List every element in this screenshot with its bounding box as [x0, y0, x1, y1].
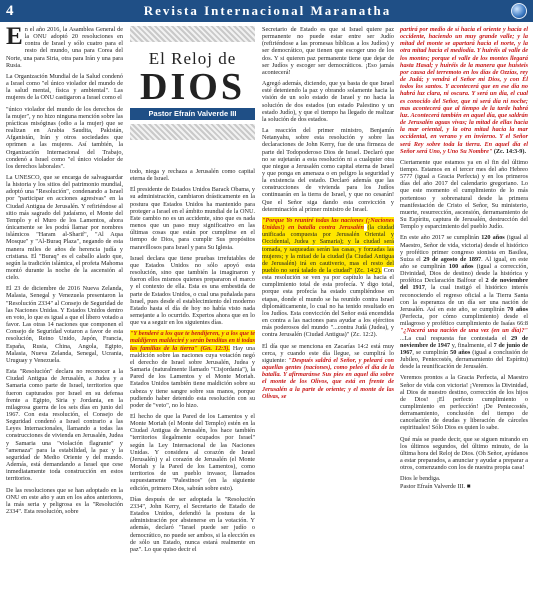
magazine-title: Revista Internacional Maranatha: [143, 3, 392, 18]
paragraph-text: (igual a corrección, Divinidad, Dios de destino) desde la histórica y profética Declaración Balfour el: [400, 263, 528, 285]
author-byline: Pastor Efraín Valverde III: [130, 108, 255, 120]
title-line-1: El Reloj de: [148, 49, 237, 68]
paragraph-text: , se cumplirán: [412, 348, 449, 356]
scripture-reference: (Zc. 14:3-9).: [493, 147, 526, 155]
article-title: [130, 44, 255, 106]
scripture-quote: "Porque Yo reuniré todas las naciones (¡Naciones Unidas!) en batalla contra Jerusalén: [262, 216, 394, 232]
paragraph: La reacción del primer ministro, Benjamín Netanyahu, sobre esta resolución y sobre las declaraciones de John Kerry, fue de una firmeza de parte del Todopoderoso Dios de Israel. Declaró que no se sujetarán a esta resolución ni a cualquier otra que niegue a Jerusalén como capital eterna de Israel y que ponga en amenaza o en peligro la seguridad y la existencia del estado. Declaró además que las construcciones de vivienda para los Judíos continuarán en la tierra de Israel, y que no cesarán! Que el Señor siga dando esta convicción y determinación al primer ministro de Israel.: [262, 127, 394, 213]
article-title-block: [130, 26, 255, 158]
paragraph: La UNESCO, que se encarga de salvaguardar la historia y los sitios del patrimonio mundial, adoptó una "Resolución", condenando a Israel por "participar en acciones agresivas" en la Ciudad Antigua de Jerusalén. Y refiriéndose al sitio más sagrado del judaísmo, el Monte del Templo y el Muro de los Lamentos, ahora únicamente se les podrá llamar por nombres islámicos "Haram al-Sharif", "Al Aqsa Mosque" y "Al-Buraq Plaza", negando de esta manera miles de años de herencia judía y cristiana. El "Buraq" es el caballo alado que, según la tradición islámica, el profeta Mahoma montó durante la noche de la ascensión al cielo.: [6, 173, 123, 282]
paragraph: Días después de ser adoptada la "Resolución 2334", John Kerry, el Secretario de Estado de Estados Unidos, defendió la postura de la administración por abstenerse en la votación. Y además, declaró "Israel puede ser judío o democrático, no puede ser ambos, si la elección es de sólo un Estado, nunca estará realmente en paz". Lo que quiso decir el: [130, 495, 255, 553]
scripture-quote: "Y benderé a los que te bendijeren, y a los que te maldijeren maldeciré y serán benditas en ti todas las familias de la tierra" (Gn. 12:3).: [130, 330, 255, 352]
drop-cap: E: [6, 23, 23, 50]
paragraph: [262, 217, 394, 339]
globe-icon: [511, 3, 527, 19]
paragraph: Ciertamente que estamos ya en el fin del último tiempo. Estamos en el tercer mes del año Hebreo 5777 (igual a Gracia Perfecta) y en los primeros días del año 2017 del calendario gregoriano. Lo que este momento el cumplimiento de lo más portentoso y sobrenatural desde la primera manifestación de Cristo el Señor, Su ministerio, muerte, resurrección, ascensión, derramamiento de Su Espíritu, captura de Jerusalén, destrucción del Templo y esparcimiento del pueblo Judío.: [400, 158, 528, 231]
paragraph: Veremos prontos a la Gracia Perfecta, al Maestro Señor de vida con victoria! ¡Veremos la Divinidad, al Dios de nuestro destino, corrección de los hijos de Dios! ¡El perfecto cumplimiento o cumplimiento en perfección! ¡De Pentecostés, derramamiento, conclusión del tiempo de cancelación de deudas y liberación de cárceles espirituales! Sólo Dios es quien lo sabe.: [400, 374, 528, 432]
page-header: [0, 0, 533, 22]
highlight-number: 100 años: [448, 263, 474, 270]
article-column-2: [130, 168, 255, 557]
paragraph: El presidente de Estados Unidos Barack Obama, y su administración, cambiaron drásticamente en la postura que Estados Unidos ha mantenido para proteger a Israel en el ámbito mundial de la ONU. Este cambio no es un accidente, sino que es nada menos que un paso muy significativo en las últimas cosas que están por cumplirse en el tiempo de Dios, para cumplir Sus propósitos maravillosos para Israel y para Su Iglesia.: [130, 186, 255, 251]
paragraph: todo, niega y rechaza a Jerusalén como capital eterna de Israel.: [130, 168, 255, 183]
end-mark: ■: [466, 482, 471, 490]
paragraph: Qué más se puede decir, que se siguen mirando en los últimos segundos, del último minuto, de la última hora del Reloj de Dios. (Oh Señor, ayúdanos a estar preparados, a anunciar y ayudar a preparar a otros, comenzando con los de nuestra propia casa!: [400, 435, 528, 472]
highlight-date: 2 de noviembre del 1917: [400, 277, 528, 292]
scripture-quote: "¿Nacerá una nación de una vez (en un día)?": [400, 327, 528, 335]
decorative-pattern: [130, 124, 255, 140]
closing-blessing: Dios le bendiga.: [400, 475, 441, 483]
highlight-number: 70 años: [507, 305, 528, 313]
decorative-pattern: [130, 26, 255, 42]
paragraph-text: . Al igual, en este año se cumplirán: [400, 255, 528, 270]
paragraph-text: Con esta resolución se ven ya por capítulo la hacia el cumplimiento total de esta profecía. Y digo total, porque esta profecía ha estado cumpliéndose en etapas, donde el mundo se ha reunido contra Israel diplomáticamente, lo cual no ha tenido resultado en los Judíos. Esta convicción del Señor está encendida en contra a las naciones para ayudar a los ejércitos más poderosos del mundo "...contra Judá (Judea), y contra Jerusalén (Ciudad Antigua)" (Zc. 12:2).: [262, 267, 394, 339]
paragraph-text: (igual a conclusión de Jubileo, Pentecostés, derramamiento del Espíritu) desde la reunificación de Jerusalén.: [400, 348, 529, 371]
signature: Pastor Efraín Valverde III.: [400, 482, 466, 490]
scripture-quote: "Después saldrá el Señor, y peleará con aquellas gentes (naciones), como peleó el día de la batalla. Y afirmaránse Sus pies en aquel día sobre el monte de los Olivos, que está en frente de Jerusalén a la parte de oriente; y el monte de las Olivas, se: [262, 356, 394, 400]
paragraph: El hecho de que la Pared de los Lamentos y el Monte Moriah (el Monte del Templo) estén en la Ciudad Antigua de Jerusalén, los hace también "territorios ilegalmente ocupados por Israel" según la Ley Internacional de las Naciones Unidas. Y considera al corazón de Israel (Jerusalén) y al corazón de Jerusalén (el Monte Moriah y la Pared de los Lamentos), como territorios de un pueblo invasor, llamados supuestamente "Palestinos" (en la siguiente edición, primero Dios, sabrán sobre esto).: [130, 413, 255, 492]
paragraph-text: Hay una maldición sobre las naciones cuya votación negó el derecho de Israel sobre Jerusalén, Judea y Samaria (naturalmente llamado "Cisjordania"), la Pared de los Lamentos y el Monte Moriah. Estados Unidos también tiene maldición sobre su cabeza y tiene sangre sobre sus manos, porque pudiendo haber detenido esta resolución con su poder de "veto", no lo hizo.: [130, 344, 255, 409]
paragraph: Agregó además, diciendo, que ya basta de que Israel esté deteniendo la paz y obrando solamente hacia la visión de un solo estado de Israel y no hacia la solución de dos estados (un estado Palestino y un estado Judío), y que el tiempo ha llegado de realizar la solución de dos estados.: [262, 80, 394, 123]
paragraph: De las resoluciones que se han adoptado en la ONU en este año y aun en los años anteriores, la más seria y peligrosa es la "Resolución 2334". Esta resolución, sobre: [6, 486, 123, 515]
paragraph: El 23 de diciembre de 2016 Nueva Zelanda, Malasia, Senegal y Venezuela presentaron la "Resolución 2334" al Consejo de Seguridad de las Naciones Unidas. Y Estados Unidos dentro en voto, lo que es igual a que el líbero votado a favor. Las otras 14 naciones que componen el Consejo de Seguridad votaron a favor de esta resolución, Reino Unido, Japón, Francia, España, Rusia, China, Angola, Egipto, Malasia, Nueva Zelanda, Senegal, Ucrania, Uruguay y Venezuela.: [6, 285, 123, 364]
page-number: 4: [6, 2, 14, 19]
paragraph: Esta "Resolución" declara no reconocer a la Ciudad Antigua de Jerusalén, a Judea y a Samaria como parte de Israel, territorios que fueron capturados por Israel en su defensa frente a Egipto, Siria y Jordania, en la milagrosa guerra de los seis días en junio del 1967. Con esta resolución, el Consejo de Seguridad condenó a Israel contrario a las Leyes Internacionales, llamando a todas las construcciones de vivienda en Jerusalén, Judea y Samaria una "violación flagrante" y "amenaza" para la estabilidad, la paz y la seguridad de Medio Oriente y del mundo. Además, está demandando a Israel que cese inmediatamente toda construcción en estos territorios.: [6, 368, 123, 483]
paragraph: Secretario de Estado es que si Israel quiere paz permanente no puede estar entre ser Judío (refiriéndose a las promesas bíblicas a los Judíos) y ser democrático, que tienen que escoger uno de los dos. Y si quieren paz permanente tiene que dejar de ser Judíos y escoger ser democráticos. ¡Eso jamás acontecerá!: [262, 26, 394, 76]
article-column-3: [262, 26, 394, 404]
paragraph-text: (igual al Maestro, Señor de vida, victoria) desde el histórico y profético primer congreso sionista en Basilea, Suiza el: [400, 234, 529, 263]
paragraph-text: y, finalmente, el: [451, 341, 492, 349]
paragraph-text: (la ciudad unificada compuesta por Jerusalén Oriental y Occidental, Judea y Samaria); y la ciudad será tomada, y saqueadas serán las casas, y forzadas las mujeres; y la mitad de la ciudad (la Ciudad Antigua de Jerusalén) irá en cautiverio, mas el resto del pueblo no será talado de la ciudad" (Zc. 14:2).: [262, 224, 394, 274]
paragraph-text: n el año 2016, la Asamblea General de la ONU adoptó 20 resoluciones en contra de Israel y sólo cuatro para el resto del mundo, una para Corea del Norte, una para Siria, otra para Irán y una para Rusia.: [6, 26, 123, 69]
title-line-2: DIOS: [140, 66, 245, 108]
paragraph: Israel declara que tiene pruebas irrefutables de que Estados Unidos no sólo apoyó esta resolución, sino que también la imaginaron y fueron ellos mismos quienes prepararon el marco y el contexto de ella. Esta es una embestida de parte de Estados Unidos, o cual una puñalada para Israel, pues desde el establecimiento del moderno Estado hasta el día de hoy no había visto nada semejante a lo ocurrido. Expertos ahora que en lo que va a seguir en los siguientes días.: [130, 254, 255, 327]
paragraph-text: En este año 2017 se cumplirán: [400, 234, 479, 242]
highlight-date: 29 de agosto de 1897: [423, 255, 482, 263]
paragraph: [400, 234, 528, 370]
paragraph: [6, 23, 123, 69]
article-column-1: [6, 23, 123, 519]
paragraph-text: (Perfecta, por cómo cumplimiento) desde el milagroso y profético cumplimiento de Isaías 66:8: [400, 313, 528, 328]
highlight-number: 50 años: [450, 348, 471, 356]
paragraph: [262, 343, 394, 400]
paragraph-text: , la cual instigó el histórico interés reconociendo el regreso oficial a la Tierra Santa con la esperanza de un día ser una nación de Jerusalén. Así en este año, se cumplirán: [400, 284, 528, 313]
highlight-number: 120 años: [481, 234, 505, 242]
paragraph-text: ...La cual respuesta fue contestada el: [400, 334, 507, 342]
paragraph: "único violador del mundo de los derechos de la mujer", y no hizo ninguna mención sobre las prácticas misóginas (odio a la mujer) que se realizan en Arabia Saudita, Pakistán, Afganistán, Irán y otros sociedades que oprimen a las mujeres. Así también, la Organización Internacional del Trabajo, condenó a Israel como "el único violador de los derechos laborales".: [6, 105, 123, 170]
paragraph: La Organización Mundial de la Salud condenó a Israel como "el único violador del mundo de la salud mental, física y ambiental". Las mujeres de la ONU castigaron a Israel como el: [6, 72, 123, 102]
paragraph: [400, 26, 528, 155]
article-column-4: [400, 26, 528, 494]
highlight-date: 7 de junio de 1967: [400, 341, 529, 356]
paragraph-text: El día que se menciona en Zacarías 14:2 está muy cerca, y cuando este día llegue, se cumplirá lo siguiente:: [262, 342, 394, 364]
paragraph: [130, 330, 255, 409]
highlight-date: 29 de noviembre de 1947: [400, 334, 529, 349]
scripture-quote: partirá por medio de sí hacia el oriente y hacia el occidente, haciendo un muy grande valle; y la mitad del monte se apartará hacia el norte, y la otra mitad hacia el mediodía. Y huiréis al valle de los montes; porque el valle de los montes llegará hasta Hasal; y huiréis de la manera que huisteis por causa del terremoto en los días de Ozzías, rey de Judá; y vendrá el Señor mi Dios, y con Él todos los santos. Y acontecerá que en ese día no habrá luz clara, ni oscura. Y será un día, el cual es conocido del Señor, que ni será día ni noche; mas acontecerá que al tiempo de la tarde habrá luz. Acontecerá también en aquel día, que saldrán de Jerusalén aguas vivas; la mitad de ellas hacia la mar oriental, y la otra mitad hacia la mar occidental, en verano y en invierno. Y el Señor será Rey sobre toda la tierra. En aquel día el Señor será Uno, y Uno Su Nombre": [400, 26, 528, 155]
paragraph: [400, 475, 528, 489]
